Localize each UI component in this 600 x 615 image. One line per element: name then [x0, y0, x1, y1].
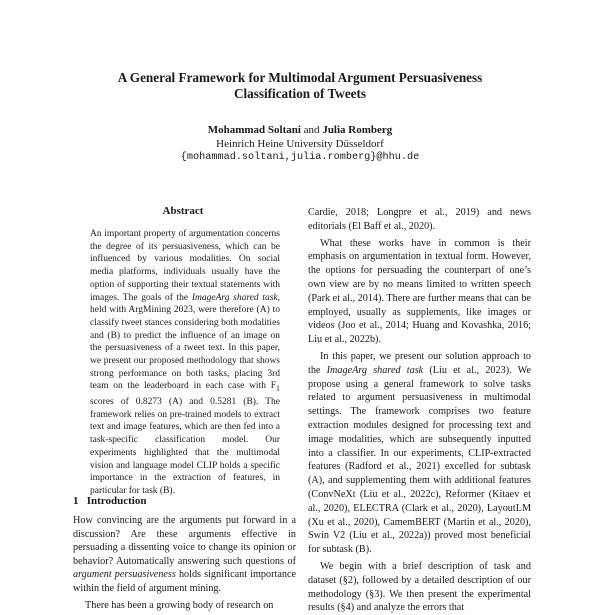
intro-term: argument persuasiveness	[73, 569, 176, 581]
author-block	[0, 123, 600, 165]
intro-p1-text-a: How convincing are the arguments put forward in a discussion? Are these arguments effective in persuading a dissenting voice to change its opinion or behavior? Automatically answering such questions of	[73, 515, 296, 567]
col2-paragraph-2	[308, 350, 531, 557]
intro-paragraph-2: There has been a growing body of research on	[85, 599, 274, 611]
author-affiliation: Heinrich Heine University Düsseldorf	[216, 138, 384, 150]
col2-p2-text-a: In this paper, we present our solution approach to the	[308, 350, 531, 376]
author-conjunction: and	[303, 124, 320, 136]
col2-p2-text-b: (Liu et al., 2023). We propose using a general framework to solve tasks related to argument persuasiveness in multimodal settings. The framework comprises two feature extraction modules designed for processing text and image modalities, which are subsequently inputted into a classifier. In our experiments, CLIP-extracted features (Radford et al., 2021) excelled for subtask (A), and supplementing them with additional features (ConvNeXt (Liu et al., 2022c), Reformer (Kitaev et al., 2020), ELECTRA (Clark et al., 2020), LayoutLM (Xu et al., 2020), CamemBERT (Martin et al., 2020), Swin V2 (Liu et al., 2022a)) proved most beneficial for subtask (B).	[308, 364, 531, 556]
paper-title	[0, 70, 600, 102]
abstract-heading: Abstract	[162, 205, 204, 217]
intro-paragraph-1	[73, 514, 296, 596]
introduction-heading: 1 Introduction	[73, 495, 147, 507]
abstract-body	[90, 228, 280, 498]
col2-task-name: ImageArg shared task	[326, 364, 424, 376]
intro-p1-text-b: holds significant importance within the field of argument mining.	[73, 569, 297, 594]
col2-paragraph-1: What these works have in common is their emphasis on argumentation in textual form. However, the options for persuading the counterpart of one’s own view are by no means limited to written speech (Park et al., 2014). There are further means that can be employed, usually as supplements, like images or videos (Joo et al., 2014; Huang and Kovashka, 2016; Liu et al., 2022b).	[308, 237, 531, 346]
introduction-body	[73, 514, 296, 612]
author-name-2: Julia Romberg	[322, 124, 393, 136]
col2-paragraph-3: We begin with a brief description of task and dataset (§2), followed by a detailed description of our methodology (§3). We then present the experimental results (§4) and analyze the errors that	[308, 560, 531, 614]
abstract-text-part-3: scores of 0.8273 (A) and 0.5281 (B). The framework relies on pre-trained models to extract text and image features, which are then fed into a task-specific classification model. Our experiments highlighted that the multimodal vision and language model CLIP holds a specific importance in the extraction of features, in particular for task (B).	[90, 397, 280, 496]
author-names	[0, 123, 600, 137]
abstract-text-part-1: An important property of argumentation concerns the degree of its persuasiveness, which can be influenced by various modalities. On social media platforms, individuals usually have the option of supporting their textual statements with images. The goals of the	[90, 229, 280, 303]
title-line-2: Classification of Tweets	[233, 86, 367, 101]
abstract-task-name: ImageArg shared task	[191, 292, 278, 303]
col2-paragraph-0: Cardie, 2018; Longpre et al., 2019) and news editorials (El Baff et al., 2020).	[308, 207, 531, 232]
right-column	[308, 206, 531, 615]
author-email: {mohammad.soltani,julia.romberg}@hhu.de	[180, 152, 420, 163]
abstract-text-part-2: , held with ArgMining 2023, were therefore (A) to classify tweet stances considering both modalities and (B) to predict the influence of an image on the persuasiveness of a tweet text. In this paper, we present our proposed methodology that shows strong performance on both tasks, placing 3rd team on the leaderboard in each case with F	[90, 292, 280, 392]
author-name-1: Mohammad Soltani	[207, 124, 301, 136]
f1-subscript: 1	[276, 384, 280, 394]
title-line-1: A General Framework for Multimodal Argument Persuasiveness	[117, 70, 483, 85]
